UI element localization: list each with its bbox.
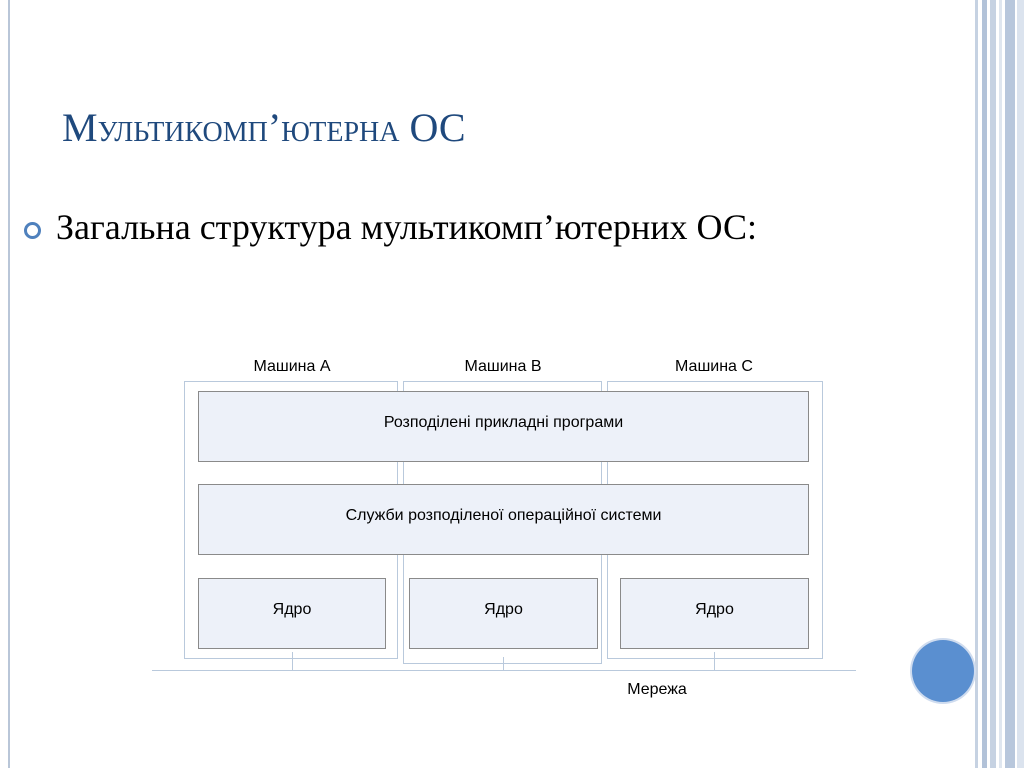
decorative-circle <box>912 640 974 702</box>
kernel-c-box <box>620 578 809 649</box>
kernel-b-box <box>409 578 598 649</box>
decorative-stripe <box>990 0 996 768</box>
decorative-stripe <box>975 0 978 768</box>
machine-b-network-link <box>503 657 504 670</box>
decorative-stripe <box>1005 0 1015 768</box>
machine-c-network-link <box>714 652 715 670</box>
bullet-circle-icon <box>24 222 41 239</box>
kernel-a-label: Ядро <box>272 601 312 618</box>
kernel-c-label: Ядро <box>695 601 734 618</box>
decorative-stripe <box>982 0 987 768</box>
decorative-stripe <box>1017 0 1024 768</box>
network-line <box>152 670 856 671</box>
network-label: Мережа <box>627 681 687 698</box>
machine-c-label: Машина C <box>675 358 753 375</box>
distributed-apps-layer <box>198 391 809 462</box>
os-services-layer <box>198 484 809 555</box>
os-services-label: Служби розподіленої операційної системи <box>345 507 662 524</box>
machine-b-label: Машина B <box>464 358 542 375</box>
kernel-a-box <box>198 578 386 649</box>
machine-a-network-link <box>292 652 293 670</box>
slide-left-frame-line <box>8 0 10 768</box>
kernel-b-label: Ядро <box>484 601 523 618</box>
distributed-apps-label: Розподілені прикладні програми <box>383 414 624 431</box>
machine-a-label: Машина A <box>253 358 331 375</box>
slide-title: Мультикомп’ютерна ОС <box>62 105 466 150</box>
bullet-text: Загальна структура мультикомп’ютерних ОС: <box>56 207 757 247</box>
decorative-stripe <box>999 0 1002 768</box>
